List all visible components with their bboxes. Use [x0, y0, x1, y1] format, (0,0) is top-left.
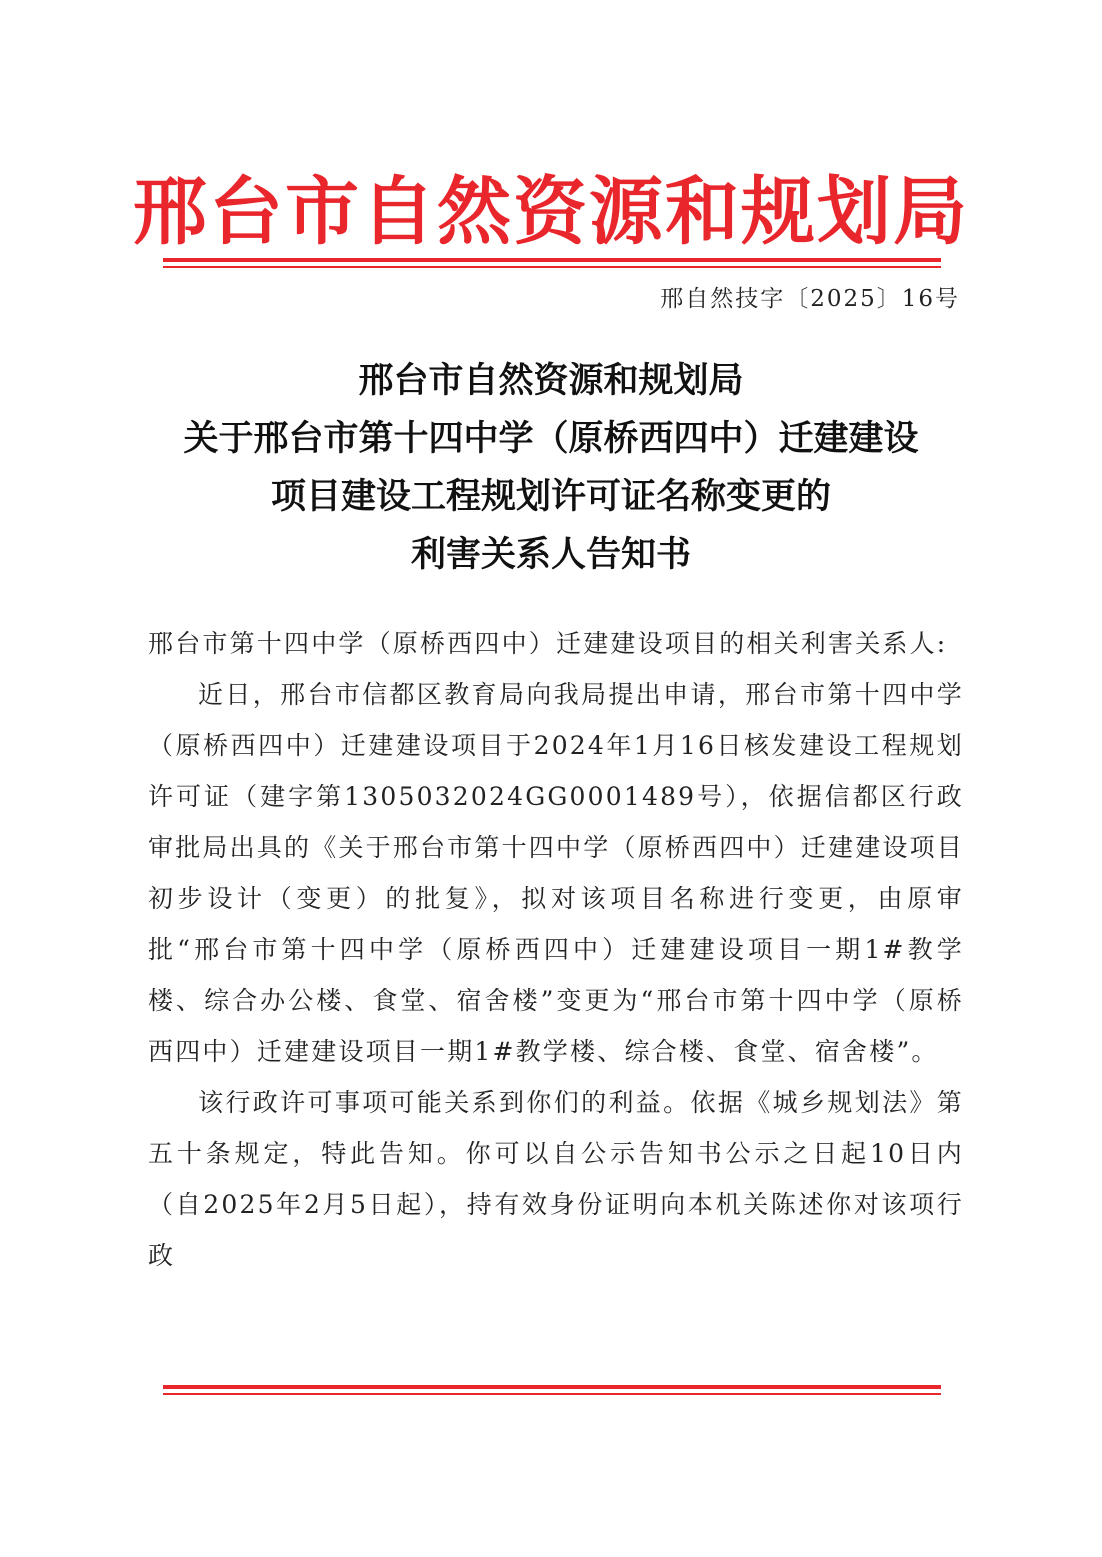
document-number: 邢自然技字〔2025〕16号 [660, 286, 960, 312]
document-title [100, 352, 1002, 584]
agency-masthead: 邢台市自然资源和规划局 [133, 169, 969, 255]
title-line: 关于邢台市第十四中学（原桥西四中）迁建建设 [183, 419, 919, 459]
masthead-divider-thick [163, 258, 941, 262]
body-paragraph: 该行政许可事项可能关系到你们的利益。依据《城乡规划法》第五十条规定，特此告知。你可以自公示告知书公示之日起10日内（自2025年2月5日起），持有效身份证明向本机关陈述你对该项行政 [148, 1088, 964, 1270]
body-paragraph: 近日，邢台市信都区教育局向我局提出申请，邢台市第十四中学（原桥西四中）迁建建设项目于2024年1月16日核发建设工程规划许可证（建字第1305032024GG0001489号），依据信都区行政审批局出具的《关于邢台市第十四中学（原桥西四中）迁建建设项目初步设计（变更）的批复》，拟对该项目名称进行变更，由原审批“邢台市第十四中学（原桥西四中）迁建建设项目一期1#教学楼、综合办公楼、食堂、宿舍楼”变更为“邢台市第十四中学（原桥西四中）迁建建设项目一期1#教学楼、综合楼、食堂、宿舍楼”。 [148, 680, 965, 1066]
salutation: 邢台市第十四中学（原桥西四中）迁建建设项目的相关利害关系人: [148, 629, 948, 658]
title-line: 邢台市自然资源和规划局 [358, 361, 744, 401]
masthead-divider-thin [163, 266, 941, 268]
title-line: 利害关系人告知书 [410, 535, 691, 575]
title-line: 项目建设工程规划许可证名称变更的 [270, 477, 831, 517]
footer-divider-thick [163, 1385, 941, 1389]
document-body [148, 618, 964, 1281]
footer-divider-thin [163, 1393, 941, 1395]
